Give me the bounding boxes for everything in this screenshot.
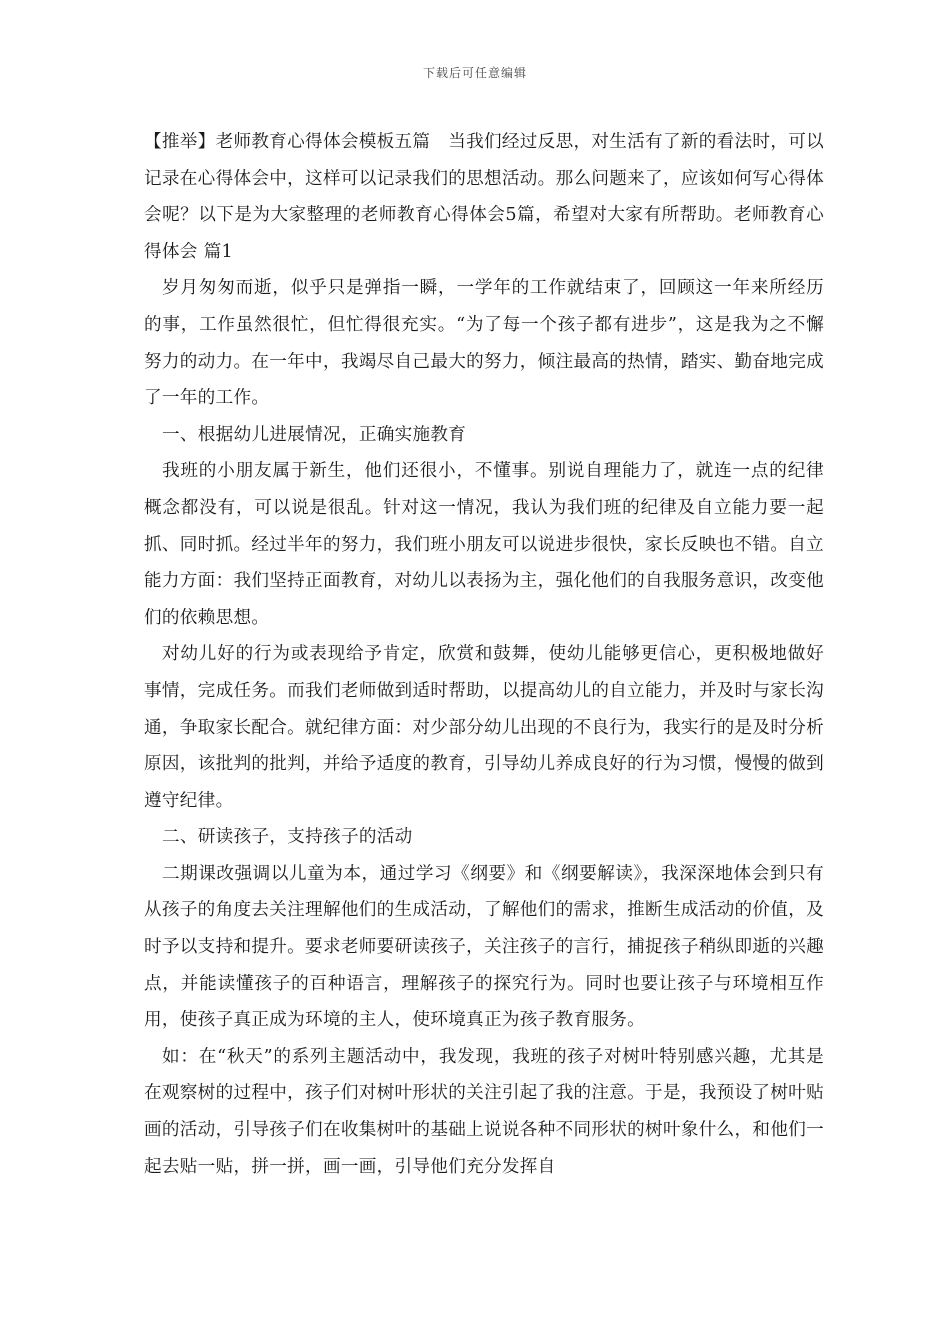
- body-paragraph: 如：在“秋天”的系列主题活动中，我发现，我班的孩子对树叶特别感兴趣，尤其是在观察树的过程中，孩子们对树叶形状的关注引起了我的注意。于是，我预设了树叶贴画的活动，引导孩子们在收集树叶的基础上说说各种不同形状的树叶象什么，和他们一起去贴一贴，拼一拼，画一画，引导他们充分发挥自: [144, 1046, 824, 1177]
- body-paragraph: 对幼儿好的行为或表现给予肯定，欣赏和鼓舞，使幼儿能够更信心，更积极地做好事情，完成任务。而我们老师做到适时帮助，以提高幼儿的自立能力，并及时与家长沟通，争取家长配合。就纪律方面：对少部分幼儿出现的不良行为，我实行的是及时分析原因，该批判的批判，并给予适度的教育，引导幼儿养成良好的行为习惯，慢慢的做到遵守纪律。: [144, 644, 824, 811]
- intro-paragraph: 【推举】老师教育心得体会模板五篇 当我们经过反思，对生活有了新的看法时，可以记录在心得体会中，这样可以记录我们的思想活动。那么问题来了，应该如何写心得体会呢？以下是为大家整理的老师教育心得体会5篇，希望对大家有所帮助。老师教育心得体会 篇1: [144, 132, 824, 262]
- document-body: [144, 124, 824, 1185]
- page-header-note: 下载后可任意编辑: [422, 66, 527, 80]
- body-paragraph: 岁月匆匆而逝，似乎只是弹指一瞬，一学年的工作就结束了，回顾这一年来所经历的事，工作虽然很忙，但忙得很充实。“为了每一个孩子都有进步”，这是我为之不懈努力的动力。在一年中，我竭尽自己最大的努力，倾注最高的热情，踏实、勤奋地完成了一年的工作。: [144, 278, 824, 409]
- section-heading: 一、根据幼儿进展情况，正确实施教育: [162, 424, 467, 445]
- body-paragraph: 我班的小朋友属于新生，他们还很小，不懂事。别说自理能力了，就连一点的纪律概念都没有，可以说是很乱。针对这一情况，我认为我们班的纪律及自立能力要一起抓、同时抓。经过半年的努力，我们班小朋友可以说进步很快，家长反映也不错。自立能力方面：我们坚持正面教育，对幼儿以表扬为主，强化他们的自我服务意识，改变他们的依赖思想。: [144, 461, 824, 628]
- section-heading: 二、研读孩子，支持孩子的活动: [162, 827, 413, 848]
- body-paragraph: 二期课改强调以儿童为本，通过学习《纲要》和《纲要解读》，我深深地体会到只有从孩子的角度去关注理解他们的生成活动，了解他们的需求，推断生成活动的价值，及时予以支持和提升。要求老师要研读孩子，关注孩子的言行，捕捉孩子稍纵即逝的兴趣点，并能读懂孩子的百种语言，理解孩子的探究行为。同时也要让孩子与环境相互作用，使孩子真正成为环境的主人，使环境真正为孩子教育服务。: [144, 863, 824, 1031]
